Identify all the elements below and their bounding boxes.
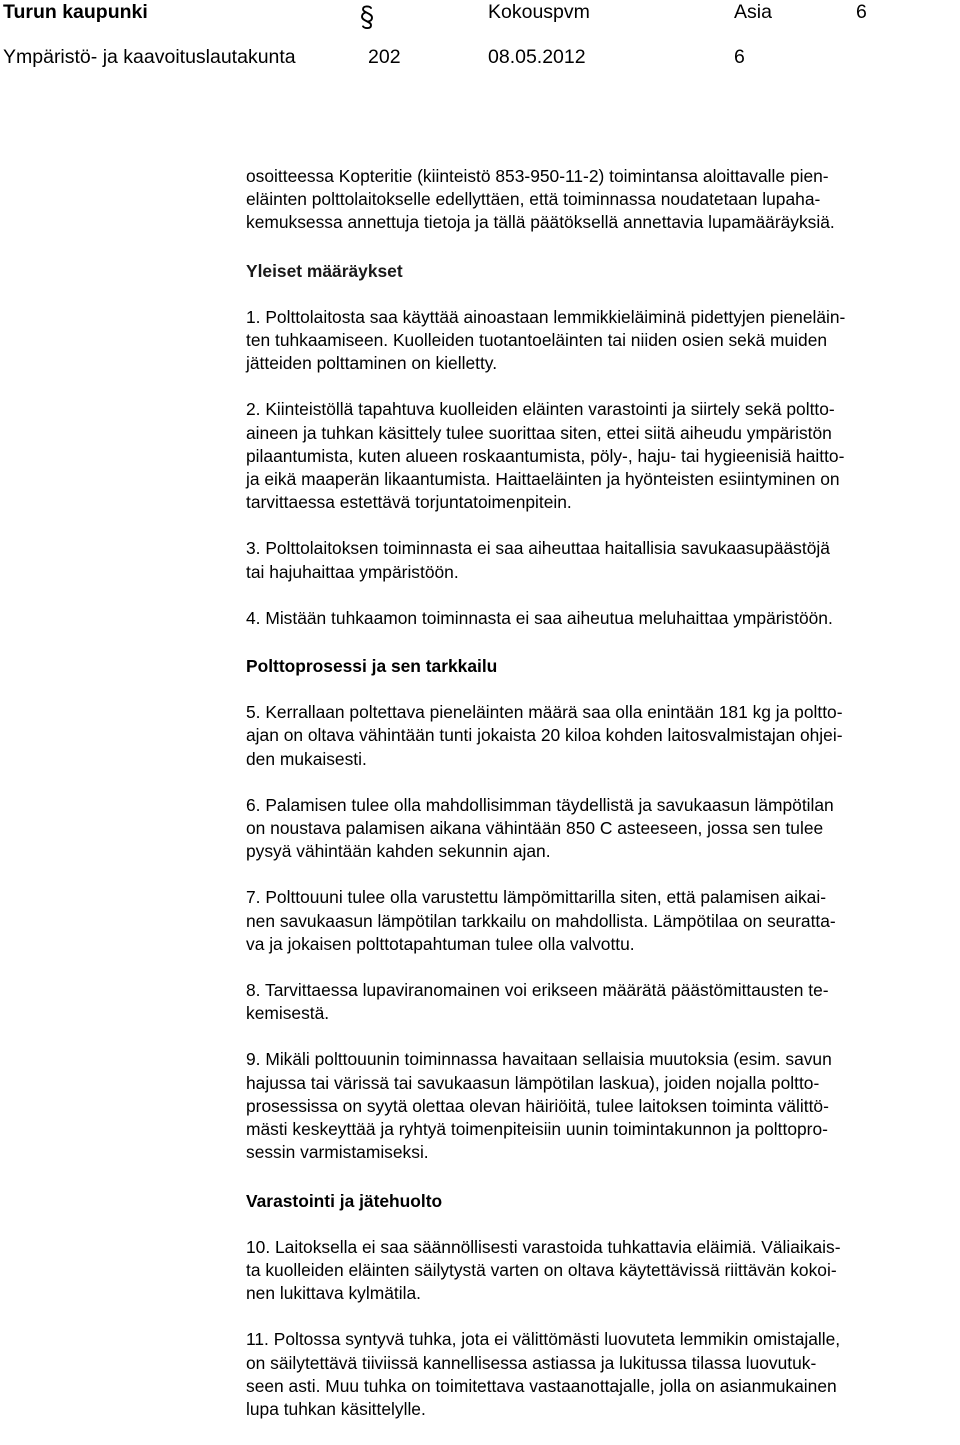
provision-3: 3. Polttolaitoksen toiminnasta ei saa aiheuttaa haitallisia savukaasupäästöjä tai hajuhaittaa ympäristöön. — [246, 538, 830, 582]
board-name: Ympäristö- ja kaavoituslautakunta — [3, 46, 296, 68]
provision-4: 4. Mistään tuhkaamon toiminnasta ei saa aiheutua meluhaittaa ympäristöön. — [246, 607, 833, 628]
document-body — [246, 165, 952, 1421]
heading-storage-waste: Varastointi ja jätehuolto — [246, 1190, 443, 1211]
provision-10: 10. Laitoksella ei saa säännöllisesti varastoida tuhkattavia eläimiä. Väliaikais- ta kuolleiden eläinten säilytystä varten on oltava käytettävissä riittävän kokoi- nen lukittava kylmätila. — [246, 1236, 841, 1304]
document-number: 202 — [368, 46, 401, 68]
provision-8: 8. Tarvittaessa lupaviranomainen voi erikseen määrätä päästömittausten te- kemisestä. — [246, 980, 829, 1024]
provision-6: 6. Palamisen tulee olla mahdollisimman täydellistä ja savukaasun lämpötilan on noustava palamisen aikana vähintään 850 C asteeseen, jossa sen tulee pysyä vähintään kahden sekunnin ajan. — [246, 794, 834, 862]
provision-2: 2. Kiinteistöllä tapahtuva kuolleiden eläinten varastointi ja siirtely sekä poltto- aineen ja tuhkan käsittely tulee suorittaa siten, ettei siitä aiheudu ympäristön pilaantumista, kuten alueen roskaantumista, pöly-, haju- tai hygieenisiä haitto- ja eikä maaperän likaantumista. Haittaeläinten ja hyönteisten esiintyminen on tarvittaessa estettävä torjuntatoimenpitein. — [246, 399, 845, 513]
provision-1: 1. Polttolaitosta saa käyttää ainoastaan lemmikkieläiminä pidettyjen pieneläin- ten tuhkaamiseen. Kuolleiden tuotantoeläinten tai niiden osien sekä muiden jätteiden polttaminen on kielletty. — [246, 306, 846, 374]
item-number: 6 — [856, 1, 867, 23]
meeting-date: 08.05.2012 — [488, 46, 586, 68]
heading-combustion-process: Polttoprosessi ja sen tarkkailu — [246, 656, 498, 677]
page-number: 6 — [734, 46, 745, 68]
item-label: Asia — [734, 1, 772, 23]
section-sign-icon — [357, 4, 377, 30]
provision-11: 11. Poltossa syntyvä tuhka, jota ei välittömästi luovuteta lemmikin omistajalle, on säilytettävä tiiviissä kannellisessa astiassa ja lukitussa tilassa luovutuk- seen asti. Muu tuhka on toimitettava vastaanottajalle, jolla on asianmukainen lupa tuhkan käsittelylle. — [246, 1329, 841, 1419]
provision-5: 5. Kerrallaan poltettava pieneläinten määrä saa olla enintään 181 kg ja poltto- ajan on oltava vähintään tunti jokaista 20 kiloa kohden laitosvalmistajan ohjei- den mukaisesti. — [246, 702, 843, 769]
provision-7: 7. Polttouuni tulee olla varustettu lämpömittarilla siten, että palamisen aikai- nen savukaasun lämpötilan tarkkailu on mahdollista. Lämpötilaa on seuratta- va ja jokaisen polttotapahtuman tulee olla valvottu. — [246, 887, 836, 954]
org-name: Turun kaupunki — [3, 1, 148, 23]
heading-general-provisions: Yleiset määräykset — [246, 260, 403, 281]
meeting-date-label: Kokouspvm — [488, 1, 590, 23]
provision-9: 9. Mikäli polttouunin toiminnassa havaitaan sellaisia muutoksia (esim. savun hajussa tai värissä tai savukaasun lämpötilan laskua), joiden nojalla poltto- prosessissa on syytä olettaa olevan häiriöitä, tulee laitoksen toiminta välittö- mästi keskeyttää ja ryhtyä toimenpiteisiin uunin toimintakunnon ja polttopro- sessin varmistamiseksi. — [246, 1049, 832, 1163]
intro-paragraph: osoitteessa Kopteritie (kiinteistö 853-950-11-2) toimintansa aloittavalle pien- eläinten polttolaitokselle edellyttäen, että toiminnassa noudatetaan lupaha- kemuksessa annettuja tietoja ja tällä päätöksellä annettavia lupamääräyksiä. — [246, 166, 835, 233]
